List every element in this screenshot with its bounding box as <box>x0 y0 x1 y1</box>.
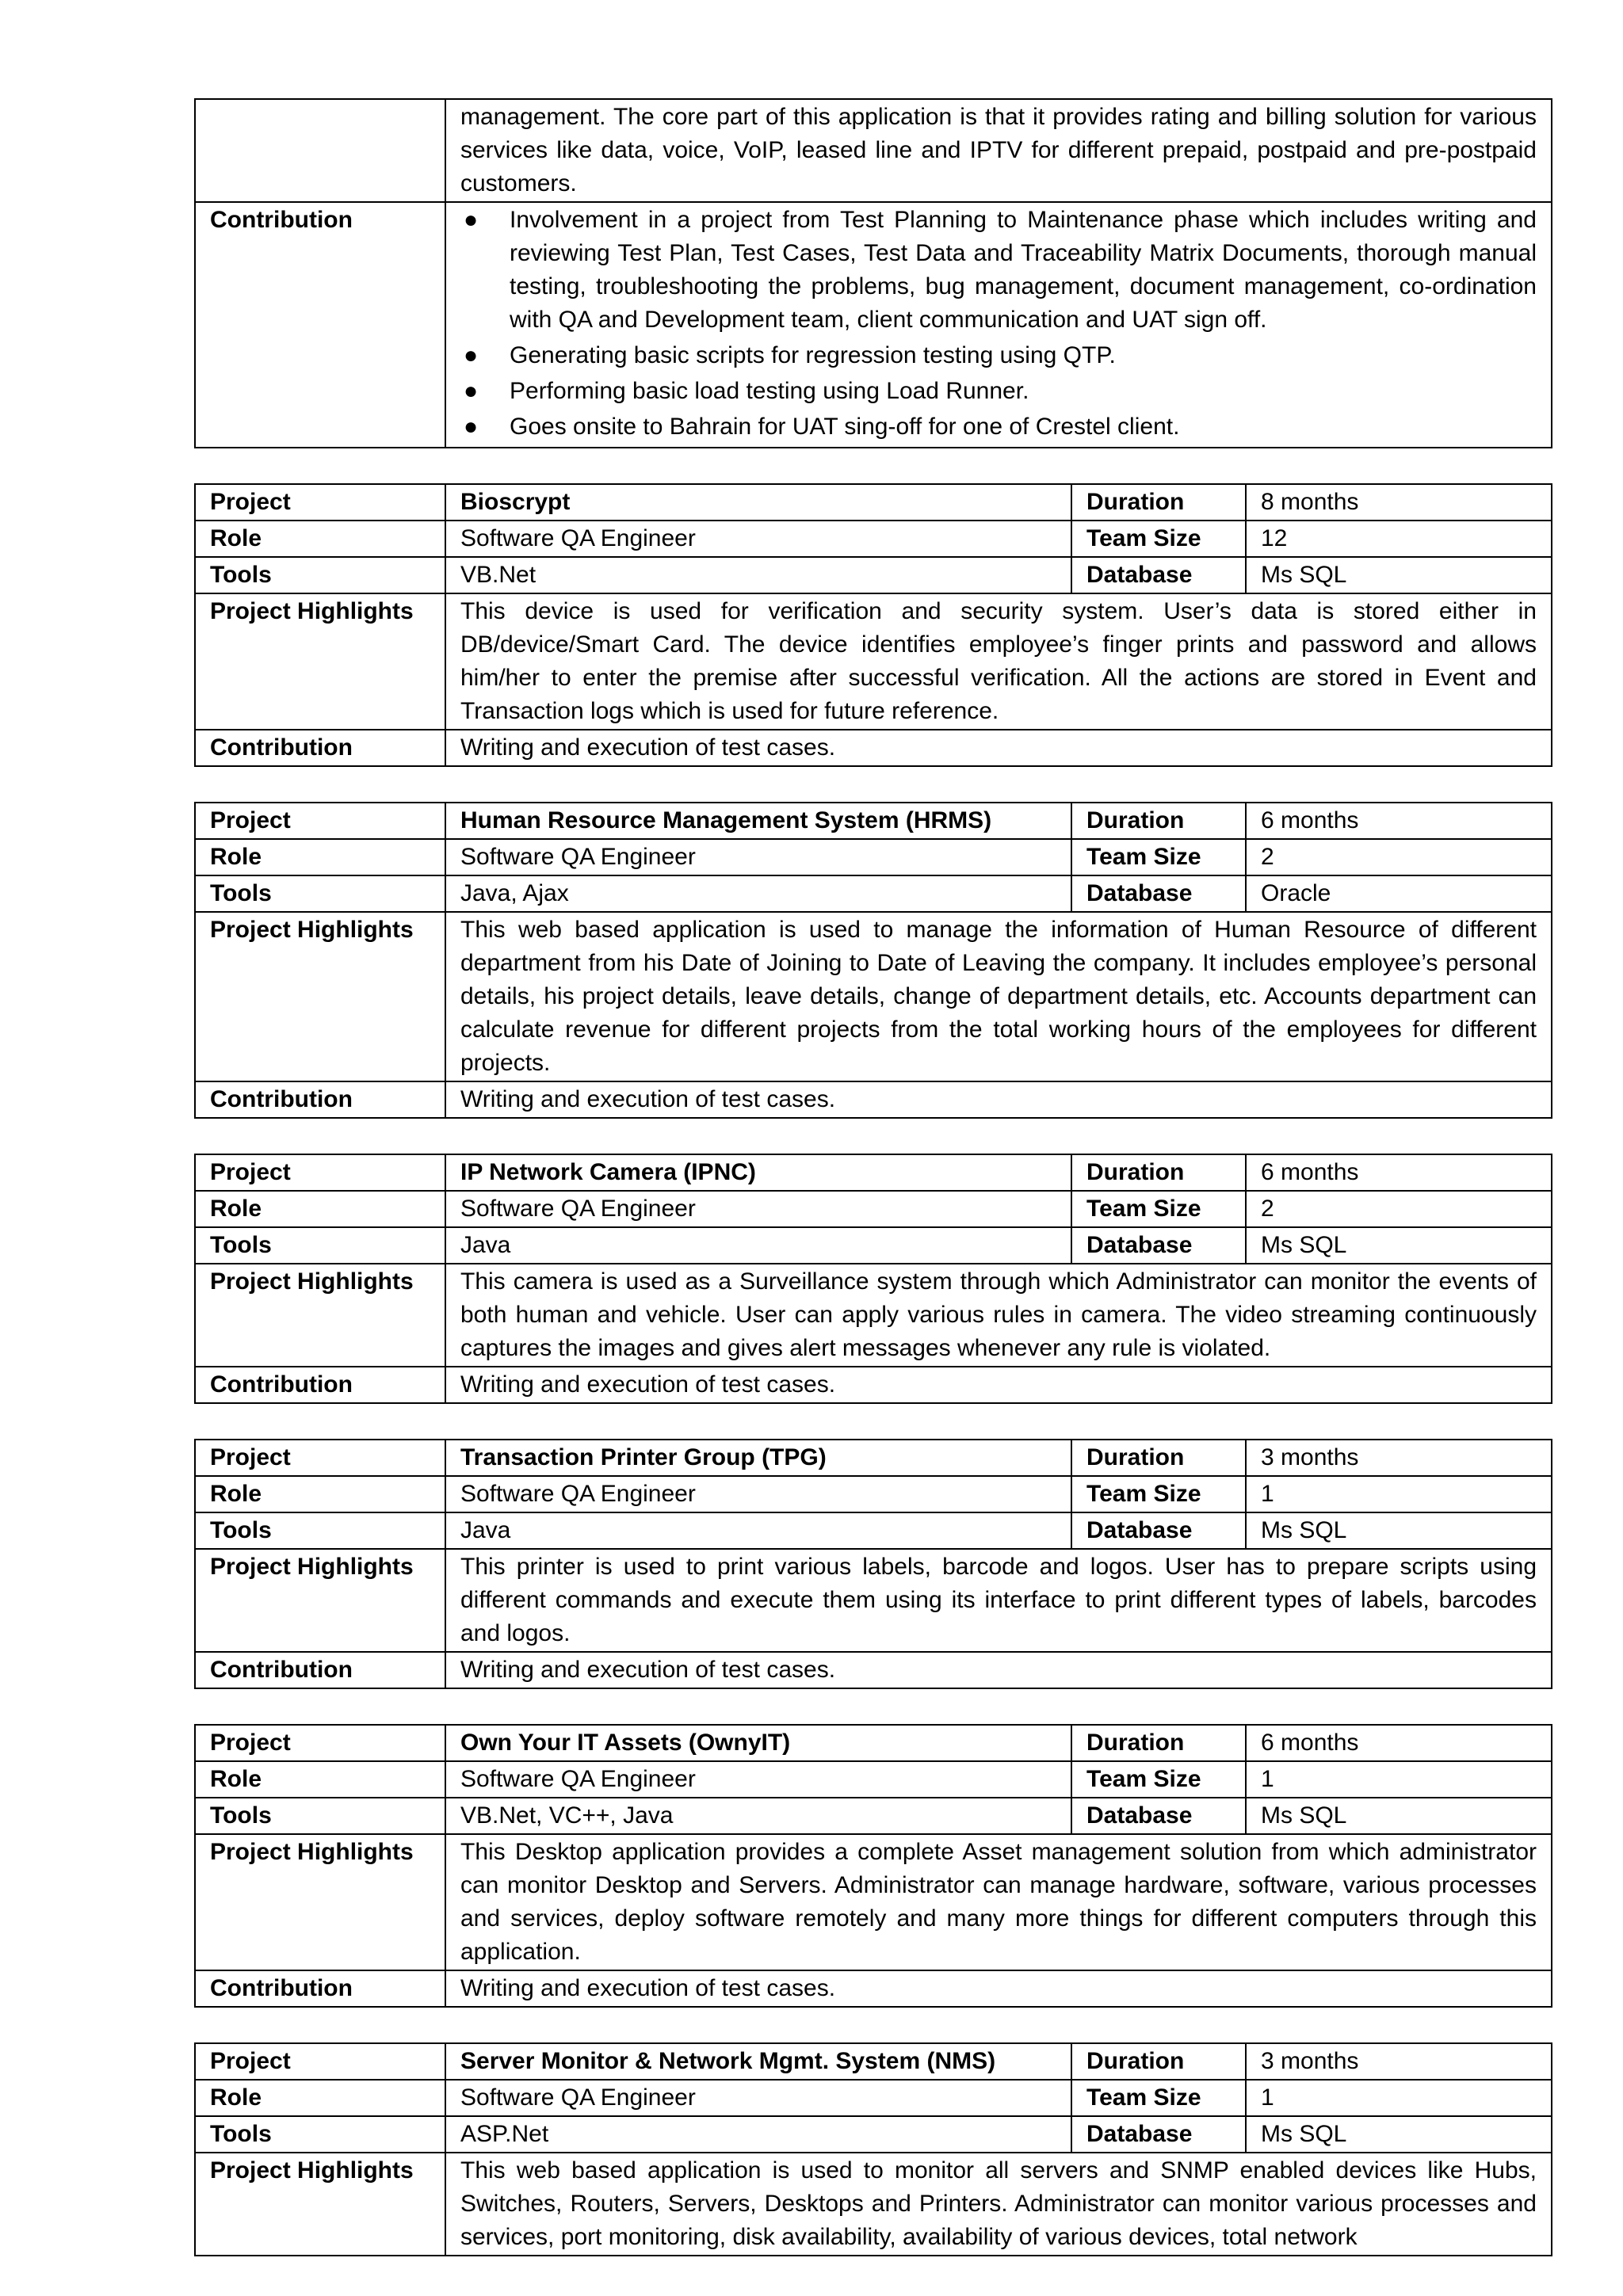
contribution-text: Writing and execution of test cases. <box>445 730 1552 766</box>
team-size-value: 1 <box>1246 1476 1552 1512</box>
team-size-label: Team Size <box>1071 521 1246 557</box>
contribution-row <box>195 1970 1552 2007</box>
role-label: Role <box>195 521 445 557</box>
highlights-row <box>195 1834 1552 1970</box>
tools-label: Tools <box>195 557 445 593</box>
team-size-label: Team Size <box>1071 839 1246 875</box>
project-name: Bioscrypt <box>445 484 1071 521</box>
project-label: Project <box>195 1440 445 1476</box>
role-row <box>195 1476 1552 1512</box>
resume-page <box>194 98 1551 2256</box>
database-value: Ms SQL <box>1246 1227 1552 1264</box>
highlights-row <box>195 912 1552 1081</box>
project-label: Project <box>195 1725 445 1761</box>
role-row <box>195 839 1552 875</box>
duration-value: 6 months <box>1246 1154 1552 1191</box>
tools-value: Java <box>445 1227 1071 1264</box>
tools-label: Tools <box>195 1512 445 1549</box>
database-label: Database <box>1071 875 1246 912</box>
contribution-label: Contribution <box>195 1652 445 1688</box>
tools-label: Tools <box>195 2116 445 2153</box>
highlights-row <box>195 593 1552 730</box>
role-label: Role <box>195 2080 445 2116</box>
highlights-text: This web based application is used to monitor all servers and SNMP enabled devices like Hubs, Switches, Routers, Servers, Desktops and Printers. Administrator can monitor various processes and services, port monitoring, disk availability, availability of various devices, total network <box>445 2153 1552 2256</box>
contribution-text: Writing and execution of test cases. <box>445 1652 1552 1688</box>
tools-row <box>195 1512 1552 1549</box>
contribution-label: Contribution <box>195 1367 445 1403</box>
tools-value: ASP.Net <box>445 2116 1071 2153</box>
duration-value: 6 months <box>1246 803 1552 839</box>
bullet-icon: ● <box>464 378 479 404</box>
role-value: Software QA Engineer <box>445 1761 1071 1798</box>
project-label: Project <box>195 2043 445 2080</box>
contribution-text: Writing and execution of test cases. <box>445 1367 1552 1403</box>
role-label: Role <box>195 1761 445 1798</box>
project-table <box>194 483 1552 767</box>
duration-label: Duration <box>1071 2043 1246 2080</box>
highlights-label: Project Highlights <box>195 1264 445 1367</box>
tools-value: Java <box>445 1512 1071 1549</box>
contribution-text: Writing and execution of test cases. <box>445 1970 1552 2007</box>
project-row <box>195 484 1552 521</box>
project-row <box>195 1440 1552 1476</box>
project-name: IP Network Camera (IPNC) <box>445 1154 1071 1191</box>
empty-label-cell <box>195 99 445 202</box>
tools-row <box>195 2116 1552 2153</box>
duration-label: Duration <box>1071 1154 1246 1191</box>
duration-label: Duration <box>1071 1725 1246 1761</box>
list-item: ● Performing basic load testing using Load Runner. <box>510 375 1537 408</box>
project-table <box>194 1724 1552 2008</box>
tools-row <box>195 1798 1552 1834</box>
tools-label: Tools <box>195 875 445 912</box>
list-item: ● Goes onsite to Bahrain for UAT sing-off for one of Crestel client. <box>510 410 1537 444</box>
duration-value: 8 months <box>1246 484 1552 521</box>
contribution-row <box>195 730 1552 766</box>
tools-row <box>195 875 1552 912</box>
project-table <box>194 1439 1552 1689</box>
highlights-row <box>195 1264 1552 1367</box>
role-label: Role <box>195 1191 445 1227</box>
project-row <box>195 803 1552 839</box>
project-table <box>194 802 1552 1119</box>
project-name: Human Resource Management System (HRMS) <box>445 803 1071 839</box>
role-row <box>195 521 1552 557</box>
team-size-value: 1 <box>1246 1761 1552 1798</box>
contribution-label: Contribution <box>195 202 445 448</box>
role-value: Software QA Engineer <box>445 1476 1071 1512</box>
bullet-icon: ● <box>464 414 479 440</box>
highlights-continued-row <box>195 99 1552 202</box>
project-row <box>195 1725 1552 1761</box>
duration-label: Duration <box>1071 484 1246 521</box>
highlights-label: Project Highlights <box>195 593 445 730</box>
contribution-cell <box>445 202 1552 448</box>
tools-label: Tools <box>195 1798 445 1834</box>
tools-row <box>195 1227 1552 1264</box>
role-label: Role <box>195 1476 445 1512</box>
duration-value: 3 months <box>1246 1440 1552 1476</box>
tools-value: Java, Ajax <box>445 875 1071 912</box>
contribution-list <box>460 204 1537 444</box>
project-name: Own Your IT Assets (OwnyIT) <box>445 1725 1071 1761</box>
highlights-label: Project Highlights <box>195 1834 445 1970</box>
project-row <box>195 2043 1552 2080</box>
team-size-label: Team Size <box>1071 2080 1246 2116</box>
role-value: Software QA Engineer <box>445 839 1071 875</box>
highlights-text: This web based application is used to manage the information of Human Resource of different department from his Date of Joining to Date of Leaving the company. It includes employee’s personal details, his project details, leave details, change of department details, etc. Accounts department can calculate revenue for different projects from the total working hours of the employees for different projects. <box>445 912 1552 1081</box>
role-row <box>195 2080 1552 2116</box>
team-size-label: Team Size <box>1071 1476 1246 1512</box>
tools-value: VB.Net, VC++, Java <box>445 1798 1071 1834</box>
duration-label: Duration <box>1071 1440 1246 1476</box>
database-label: Database <box>1071 2116 1246 2153</box>
bullet-icon: ● <box>464 207 479 233</box>
tools-row <box>195 557 1552 593</box>
project-table <box>194 2042 1552 2256</box>
contribution-label: Contribution <box>195 1081 445 1118</box>
team-size-value: 2 <box>1246 839 1552 875</box>
contribution-text: Writing and execution of test cases. <box>445 1081 1552 1118</box>
duration-label: Duration <box>1071 803 1246 839</box>
role-value: Software QA Engineer <box>445 2080 1071 2116</box>
database-label: Database <box>1071 557 1246 593</box>
role-label: Role <box>195 839 445 875</box>
highlights-text: This device is used for verification and security system. User’s data is stored either in DB/device/Smart Card. The device identifies employee’s finger prints and password and allows him/her to enter the premise after successful verification. All the actions are stored in Event and Transaction logs which is used for future reference. <box>445 593 1552 730</box>
continuation-table <box>194 98 1552 448</box>
role-row <box>195 1191 1552 1227</box>
bullet-icon: ● <box>464 342 479 368</box>
contribution-row <box>195 1652 1552 1688</box>
duration-value: 6 months <box>1246 1725 1552 1761</box>
project-table <box>194 1154 1552 1404</box>
project-name: Server Monitor & Network Mgmt. System (NMS) <box>445 2043 1071 2080</box>
team-size-value: 2 <box>1246 1191 1552 1227</box>
tools-value: VB.Net <box>445 557 1071 593</box>
project-row <box>195 1154 1552 1191</box>
team-size-value: 12 <box>1246 521 1552 557</box>
contribution-row <box>195 1081 1552 1118</box>
highlights-label: Project Highlights <box>195 1549 445 1652</box>
team-size-label: Team Size <box>1071 1191 1246 1227</box>
project-name: Transaction Printer Group (TPG) <box>445 1440 1071 1476</box>
contribution-row <box>195 1367 1552 1403</box>
contribution-label: Contribution <box>195 1970 445 2007</box>
role-value: Software QA Engineer <box>445 521 1071 557</box>
role-row <box>195 1761 1552 1798</box>
highlights-text: This printer is used to print various labels, barcode and logos. User has to prepare scripts using different commands and execute them using its interface to print different types of labels, barcodes and logos. <box>445 1549 1552 1652</box>
database-label: Database <box>1071 1227 1246 1264</box>
role-value: Software QA Engineer <box>445 1191 1071 1227</box>
highlights-label: Project Highlights <box>195 2153 445 2256</box>
database-value: Ms SQL <box>1246 557 1552 593</box>
tools-label: Tools <box>195 1227 445 1264</box>
database-value: Ms SQL <box>1246 1512 1552 1549</box>
project-label: Project <box>195 484 445 521</box>
database-label: Database <box>1071 1798 1246 1834</box>
contribution-row <box>195 202 1552 448</box>
list-item: ● Involvement in a project from Test Planning to Maintenance phase which includes writing and reviewing Test Plan, Test Cases, Test Data and Traceability Matrix Documents, thorough manual testing, troubleshooting the problems, bug management, document management, co-ordination with QA and Development team, client communication and UAT sign off. <box>510 204 1537 337</box>
database-value: Ms SQL <box>1246 1798 1552 1834</box>
contribution-label: Contribution <box>195 730 445 766</box>
highlights-label: Project Highlights <box>195 912 445 1081</box>
highlights-continued-text: management. The core part of this application is that it provides rating and billing solution for various services like data, voice, VoIP, leased line and IPTV for different prepaid, postpaid and pre-postpaid customers. <box>445 99 1552 202</box>
highlights-text: This camera is used as a Surveillance system through which Administrator can monitor the events of both human and vehicle. User can apply various rules in camera. The video streaming continuously captures the images and gives alert messages whenever any rule is violated. <box>445 1264 1552 1367</box>
team-size-value: 1 <box>1246 2080 1552 2116</box>
project-label: Project <box>195 803 445 839</box>
project-label: Project <box>195 1154 445 1191</box>
database-value: Oracle <box>1246 875 1552 912</box>
team-size-label: Team Size <box>1071 1761 1246 1798</box>
list-item: ● Generating basic scripts for regression testing using QTP. <box>510 339 1537 372</box>
highlights-text: This Desktop application provides a complete Asset management solution from which administrator can monitor Desktop and Servers. Administrator can manage hardware, software, various processes and services, deploy software remotely and many more things for different computers through this application. <box>445 1834 1552 1970</box>
duration-value: 3 months <box>1246 2043 1552 2080</box>
highlights-row <box>195 2153 1552 2256</box>
database-label: Database <box>1071 1512 1246 1549</box>
highlights-row <box>195 1549 1552 1652</box>
database-value: Ms SQL <box>1246 2116 1552 2153</box>
